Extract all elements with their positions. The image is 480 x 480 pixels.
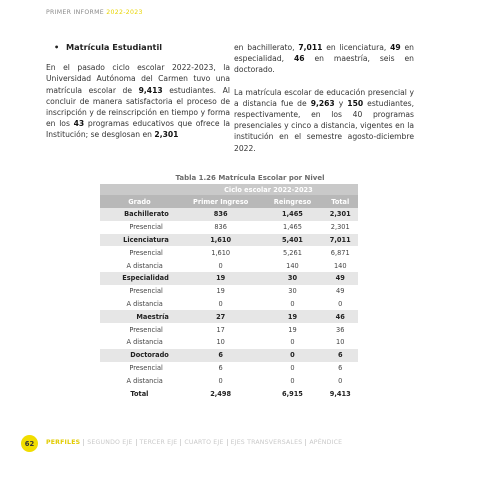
header-label: PRIMER INFORME: [46, 9, 104, 16]
column-header: Reingreso: [262, 195, 322, 208]
highlight-number: 9,263: [310, 98, 335, 108]
table-cell: 6,915: [262, 387, 322, 400]
text-run: en maestría, seis en doctorado.: [234, 54, 414, 75]
table-caption: Tabla 1.26 Matrícula Escolar por Nivel: [175, 174, 325, 182]
table-row: [100, 234, 358, 247]
table-cell: 49: [322, 272, 358, 285]
text-run: En el pasado ciclo escolar 2022-2023, la Universidad Autónoma del Carmen tuvo una matrícula escolar de: [46, 63, 230, 95]
table-cell: 140: [333, 261, 347, 270]
column-header: Total: [322, 195, 358, 208]
table-cell: 836: [214, 223, 227, 232]
table-row: [100, 221, 358, 234]
row-label: Especialidad: [100, 272, 179, 285]
row-label: Presencial: [129, 223, 163, 232]
table-row: [100, 246, 358, 259]
bullet-icon: •: [54, 42, 60, 52]
row-label: Total: [100, 387, 179, 400]
text-run: en licenciatura,: [322, 43, 391, 52]
left-column: [46, 42, 230, 141]
table-cell: 0: [290, 338, 295, 347]
row-label: Maestría: [100, 310, 179, 323]
table-cell: 36: [336, 325, 345, 334]
table-row: [100, 272, 358, 285]
footer-nav-item[interactable]: APÉNDICE: [309, 439, 343, 446]
footer-nav-item[interactable]: CUARTO EJE: [181, 439, 227, 446]
footer-nav-item[interactable]: TERCER EJE: [137, 439, 182, 446]
table-cell: 1,610: [179, 234, 263, 247]
table-cell: 10: [216, 338, 225, 347]
section-title: Matrícula Estudiantil: [66, 42, 163, 52]
page-number: 62: [21, 435, 38, 452]
table-cell: 0: [290, 363, 295, 372]
row-label: Licenciatura: [100, 234, 179, 247]
header-year: 2022-2023: [106, 9, 143, 16]
highlight-number: 43: [73, 119, 85, 129]
table-super-header-row: [100, 184, 358, 195]
table-cell: 7,011: [322, 234, 358, 247]
table-row: [100, 259, 358, 272]
table-cell: 49: [336, 287, 345, 296]
left-paragraph: [46, 62, 230, 140]
row-label: A distancia: [126, 299, 163, 308]
table-cell: 6: [179, 349, 263, 362]
section-heading: [46, 42, 230, 53]
row-label: A distancia: [126, 261, 163, 270]
table-cell: 5,261: [283, 248, 302, 257]
row-label: Bachillerato: [100, 208, 179, 221]
enrollment-table: [100, 184, 358, 400]
highlight-number: 46: [293, 54, 305, 64]
table-cell: 0: [218, 299, 223, 308]
table-cell: 46: [322, 310, 358, 323]
text-run: estudiantes, respectivamente, en los 40 programas presenciales y cinco a distancia, vigentes en la institución en el semestre agosto-diciembre 2022.: [234, 98, 415, 153]
column-header: Primer Ingreso: [179, 195, 263, 208]
table-row: [100, 208, 358, 221]
highlight-number: 49: [390, 43, 401, 52]
table-cell: 30: [288, 287, 297, 296]
table-cell: 19: [262, 310, 322, 323]
table-row: [100, 298, 358, 311]
highlight-number: 7,011: [298, 43, 323, 52]
highlight-number: 9,413: [138, 85, 163, 95]
right-column: [234, 42, 414, 154]
table-cell: 0: [262, 349, 322, 362]
row-label: A distancia: [126, 338, 163, 347]
footer-nav-item[interactable]: SEGUNDO EJE: [84, 439, 136, 446]
table-cell: 10: [336, 338, 345, 347]
table-cell: 6,871: [330, 248, 350, 257]
table-cell: 19: [179, 272, 263, 285]
table-cell: 2,301: [322, 208, 358, 221]
text-run: en especialidad,: [234, 43, 414, 64]
table-cell: 0: [338, 299, 343, 308]
text-run: La matrícula escolar de educación presencial y a distancia fue de: [234, 87, 414, 108]
table-super-header: Ciclo escolar 2022-2023: [179, 184, 358, 195]
table-cell: 1,610: [211, 248, 231, 257]
text-run: estudiantes. Al concluir de manera satisfactoria el proceso de inscripción y de reinscripción en tiempo y forma en los: [46, 85, 230, 129]
table-header-row: [100, 195, 358, 208]
text-run: y: [334, 98, 348, 108]
table-cell: 0: [218, 261, 223, 270]
table-cell: 27: [179, 310, 263, 323]
footer: [0, 433, 480, 455]
table-cell: 0: [218, 376, 223, 385]
table-row: [100, 349, 358, 362]
table-row: [100, 323, 358, 336]
table-cell: 0: [290, 376, 295, 385]
right-paragraph-2: [234, 87, 414, 154]
row-label: Presencial: [129, 363, 163, 372]
table-row: [100, 362, 358, 375]
table-row: [100, 387, 358, 400]
table-cell: 19: [216, 287, 225, 296]
table-cell: 6: [338, 363, 343, 372]
text-run: en bachillerato,: [234, 43, 299, 52]
right-paragraph-1: [234, 42, 414, 76]
table-cell: 2,498: [179, 387, 263, 400]
table-cell: 1,465: [283, 223, 302, 232]
table-cell: 836: [179, 208, 263, 221]
highlight-number: 2,301: [154, 130, 179, 140]
table-cell: 0: [290, 299, 295, 308]
footer-nav-item[interactable]: EJES TRANSVERSALES: [228, 439, 307, 446]
table-cell: 140: [286, 261, 299, 270]
footer-nav: [46, 439, 345, 446]
table-cell: 9,413: [322, 387, 358, 400]
row-label: A distancia: [126, 376, 163, 385]
highlight-number: 150: [347, 98, 364, 108]
table-cell: 1,465: [262, 208, 322, 221]
table-cell: 0: [338, 376, 343, 385]
table-cell: 5,401: [262, 234, 322, 247]
table-cell: 17: [216, 325, 225, 334]
column-header: Grado: [100, 195, 179, 208]
row-label: Doctorado: [100, 349, 179, 362]
table-row: [100, 336, 358, 349]
row-label: Presencial: [129, 287, 163, 296]
table-cell: 19: [288, 325, 297, 334]
table-cell: 6: [322, 349, 358, 362]
table-cell: 2,301: [330, 223, 350, 232]
table-body: [100, 208, 358, 400]
table-row: [100, 374, 358, 387]
footer-nav-item[interactable]: PERFILES: [46, 439, 84, 446]
row-label: Presencial: [129, 325, 163, 334]
table-row: [100, 310, 358, 323]
row-label: Presencial: [129, 248, 163, 257]
table-cell: 30: [262, 272, 322, 285]
text-run: programas educativos que ofrece la Institución; se desglosan en: [46, 119, 230, 140]
table-cell: 6: [218, 363, 223, 372]
table-row: [100, 285, 358, 298]
running-header: [46, 9, 143, 16]
